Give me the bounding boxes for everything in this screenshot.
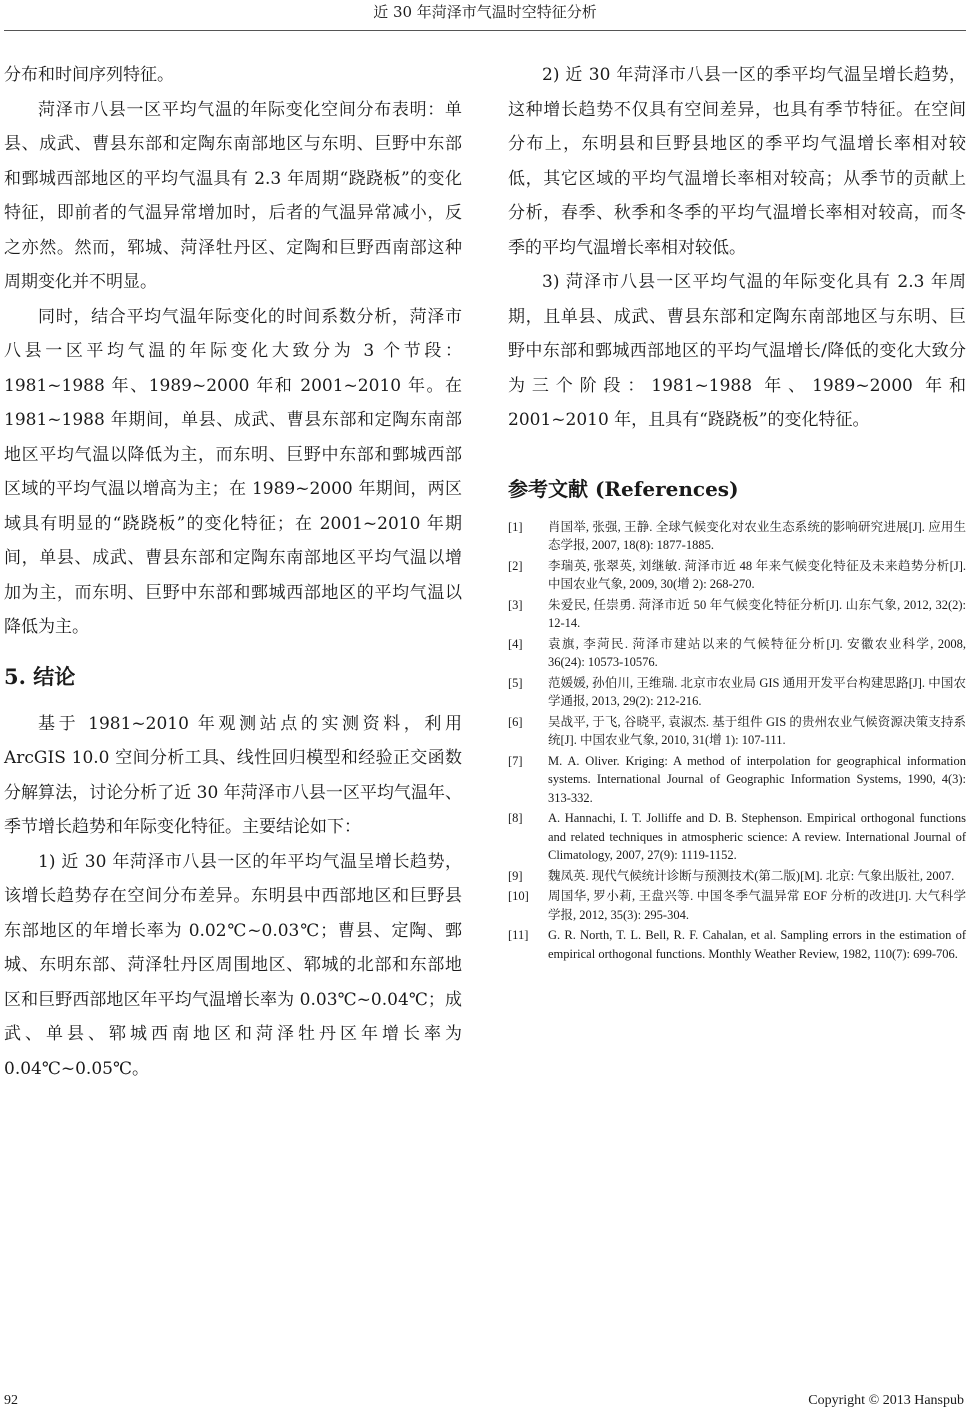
body-paragraph: 同时，结合平均气温年际变化的时间系数分析，菏泽市八县一区平均气温的年际变化大致分为 3 个节段：1981~1988 年、1989~2000 年和 2001~2010 年。在 1981~1988 年期间，单县、成武、曹县东部和定陶东南部地区平均气温以降低为主，而东明、巨野中东部和鄄城西部区域的平均气温以增高为主；在 1989~2000 年期间，两区域具有明显的“跷跷板”的变化特征；在 2001~2010 年期间，单县、成武、曹县东部和定陶东南部地区平均气温以增加为主，而东明、巨野中东部和鄄城西部地区的平均气温以降低为主。: [4, 306, 462, 637]
reference-list: [508, 518, 966, 964]
reference-item: [508, 596, 966, 633]
reference-number: [8]: [508, 811, 523, 825]
reference-text: 李瑞英, 张翠英, 刘继敏. 菏泽市近 48 年来气候变化特征及未来趋势分析[J]. 中国农业气象, 2009, 30(增 2): 268-270.: [548, 558, 966, 591]
reference-text: 袁旗, 李菏民. 菏泽市建站以来的气候特征分析[J]. 安徽农业科学, 2008, 36(24): 10573-10576.: [548, 636, 966, 669]
reference-text: 肖国举, 张强, 王静. 全球气候变化对农业生态系统的影响研究进展[J]. 应用生态学报, 2007, 18(8): 1877-1885.: [548, 519, 966, 552]
reference-number: [1]: [508, 519, 523, 534]
header-rule: [4, 30, 966, 31]
section-heading-conclusion: 5. 结论: [4, 663, 76, 689]
reference-number: [4]: [508, 636, 523, 651]
reference-item: [508, 752, 966, 808]
body-paragraph: 菏泽市八县一区平均气温的年际变化空间分布表明：单县、成武、曹县东部和定陶东南部地区与东明、巨野中东部和鄄城西部地区的平均气温具有 2.3 年周期“跷跷板”的变化特征，即前者的气温异常增加时，后者的气温异常减小，反之亦然。然而，郓城、菏泽牡丹区、定陶和巨野西南部这种周期变化并不明显。: [4, 99, 462, 292]
reference-number: [6]: [508, 714, 523, 729]
reference-item: [508, 518, 966, 555]
body-paragraph: 1) 近 30 年菏泽市八县一区的年平均气温呈增长趋势，该增长趋势存在空间分布差异。东明县中西部地区和巨野县东部地区的年增长率为 0.02℃~0.03℃；曹县、定陶、鄄城、东明东部、菏泽牡丹区周围地区、郓城的北部和东部地区和巨野西部地区年平均气温增长率为 0.03℃~0.04℃；成武、单县、郓城西南地区和菏泽牡丹区年增长率为 0.04℃~0.05℃。: [4, 851, 462, 1079]
reference-number: [5]: [508, 675, 523, 690]
body-paragraph: 3) 菏泽市八县一区平均气温的年际变化具有 2.3 年周期，且单县、成武、曹县东部和定陶东南部地区与东明、巨野中东部和鄄城西部地区的平均气温增长/降低的变化大致分为三个阶段：1981~1988 年、1989~2000 年和 2001~2010 年，且具有“跷跷板”的变化特征。: [508, 272, 966, 430]
page-number: 92: [4, 1393, 18, 1408]
reference-item: [508, 557, 966, 594]
reference-item: [508, 713, 966, 750]
right-column: [508, 58, 966, 965]
reference-number: [7]: [508, 753, 523, 768]
body-paragraph: 分布和时间序列特征。: [4, 65, 174, 85]
references-heading: 参考文献 (References): [508, 476, 739, 501]
reference-item: [508, 809, 966, 865]
reference-item: [508, 635, 966, 672]
body-paragraph: 2) 近 30 年菏泽市八县一区的季平均气温呈增长趋势，这种增长趋势不仅具有空间差异，也具有季节特征。在空间分布上，东明县和巨野县地区的季平均气温增长率相对较低，其它区域的平均气温增长率相对较高；从季节的贡献上分析，春季、秋季和冬季的平均气温增长率相对较高，而冬季的平均气温增长率相对较低。: [508, 65, 966, 258]
reference-text: M. A. Oliver. Kriging: A method of interpolation for geographical information systems. International Journal of Geographic Information Systems, 1990, 4(3): 313-332.: [548, 753, 966, 805]
reference-text: 范媛媛, 孙伯川, 王维瑞. 北京市农业局 GIS 通用开发平台构建思路[J]. 中国农学通报, 2013, 29(2): 212-216.: [548, 675, 966, 708]
reference-text: 吴战平, 于飞, 谷晓平, 袁淑杰. 基于组件 GIS 的贵州农业气候资源决策支持系统[J]. 中国农业气象, 2010, 31(增 1): 107-111.: [548, 714, 966, 747]
reference-text: 朱爱民, 任崇勇. 菏泽市近 50 年气候变化特征分析[J]. 山东气象, 2012, 32(2): 12-14.: [548, 597, 966, 630]
body-paragraph: 基于 1981~2010 年观测站点的实测资料，利用 ArcGIS 10.0 空间分析工具、线性回归模型和经验正交函数分解算法，讨论分析了近 30 年菏泽市八县一区平均气温年、季节增长趋势和年际变化特征。主要结论如下：: [4, 713, 462, 837]
reference-item: [508, 926, 966, 963]
reference-item: [508, 674, 966, 711]
left-column: [4, 58, 462, 1086]
reference-number: [3]: [508, 597, 523, 612]
reference-text: 周国华, 罗小莉, 王盘兴等. 中国冬季气温异常 EOF 分析的改进[J]. 大气科学学报, 2012, 35(3): 295-304.: [548, 889, 966, 922]
reference-number: [9]: [508, 868, 523, 883]
copyright-notice: Copyright © 2013 Hanspub: [808, 1393, 964, 1408]
reference-number: [10]: [508, 889, 529, 903]
reference-text: A. Hannachi, I. T. Jolliffe and D. B. Stephenson. Empirical orthogonal functions and related techniques in atmospheric science: A review. International Journal of Climatology, 2007, 27(9): 1119-1152.: [548, 811, 966, 862]
reference-text: 魏凤英. 现代气候统计诊断与预测技术(第二版)[M]. 北京: 气象出版社, 2007.: [548, 868, 955, 883]
reference-number: [11]: [508, 928, 529, 942]
reference-text: G. R. North, T. L. Bell, R. F. Cahalan, et al. Sampling errors in the estimation of empirical orthogonal functions. Monthly Weather Review, 1982, 110(7): 699-706.: [548, 928, 966, 961]
reference-number: [2]: [508, 558, 523, 573]
running-header: 近 30 年菏泽市气温时空特征分析: [373, 3, 597, 21]
reference-item: [508, 887, 966, 924]
reference-item: [508, 867, 966, 886]
